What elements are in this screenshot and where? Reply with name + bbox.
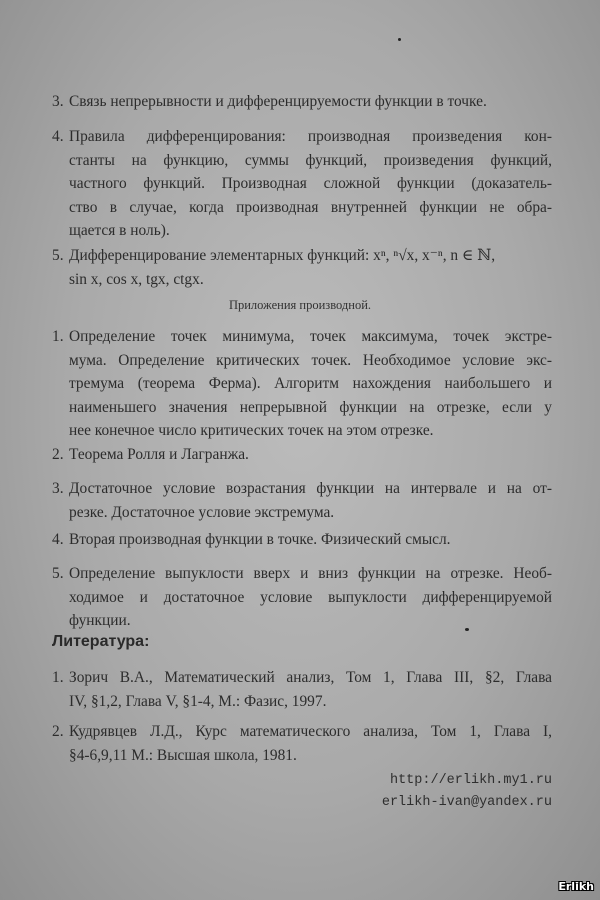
item-text-line: Дифференцирование элементарных функций: xⁿ, ⁿ√x, x⁻ⁿ, n ∈ ℕ, <box>69 247 496 264</box>
list-item <box>52 443 552 467</box>
item-number: 5. <box>52 247 64 264</box>
list-item <box>52 325 552 443</box>
item-text-line: Вторая производная функции в точке. Физический смысл. <box>69 531 451 548</box>
contact-url: http://erlikh.my1.ru <box>389 773 552 788</box>
dust-speck <box>398 38 401 41</box>
list-item <box>52 477 552 524</box>
item-text-line: Достаточное условие возрастания функции на интервале и на от- <box>69 480 552 497</box>
reference-text-line: Зорич В.А., Математический анализ, Том 1, Глава III, §2, Глава <box>69 669 552 686</box>
reference-text-line: IV, §1,2, Глава V, §1-4, М.: Фазис, 1997. <box>69 692 327 710</box>
item-text-line: нее конечное число критических точек на этом отрезке. <box>69 422 434 439</box>
reference-text-line: §4-6,9,11 М.: Высшая школа, 1981. <box>69 746 297 764</box>
item-text-line: Определение выпуклости вверх и вниз функции на отрезке. Необ- <box>69 565 552 582</box>
item-number: 1. <box>52 328 64 345</box>
item-text-line: щается в ноль). <box>69 222 170 239</box>
item-text-line: sin x, cos x, tgx, ctgx. <box>69 270 204 288</box>
list-item <box>52 125 552 243</box>
item-text-line: ство в случае, когда производная внутренней функции не обра- <box>69 198 552 216</box>
item-number: 2. <box>52 446 64 463</box>
item-text-line: частного функций. Производная сложной функции (доказатель- <box>69 175 552 192</box>
item-text-line: Теорема Ролля и Лагранжа. <box>69 446 249 463</box>
item-text-line: наименьшего значения непрерывной функции на отрезке, если у <box>69 398 552 416</box>
item-text-line: Правила дифференцирования: производная произведения кон- <box>69 128 552 145</box>
item-number: 3. <box>52 93 64 110</box>
item-number: 4. <box>52 531 64 548</box>
item-number: 3. <box>52 480 64 497</box>
list-item <box>52 562 552 633</box>
section-heading: Приложения производной. <box>228 298 372 312</box>
item-number: 4. <box>52 128 64 145</box>
item-text-line: тремума (теорема Ферма). Алгоритм нахождения наибольшего и <box>69 375 552 392</box>
reference-item <box>52 720 552 767</box>
reference-number: 1. <box>52 669 64 686</box>
list-item <box>52 244 552 291</box>
list-item <box>52 90 552 114</box>
item-text-line: Связь непрерывности и дифференцируемости функции в точке. <box>69 93 487 110</box>
item-text-line: резке. Достаточное условие экстремума. <box>69 503 335 521</box>
watermark: Erlikh <box>558 880 594 893</box>
contact-email: erlikh-ivan@yandex.ru <box>381 795 552 810</box>
item-number: 5. <box>52 565 64 582</box>
item-text-line: мума. Определение критических точек. Необходимое условие экс- <box>69 351 552 369</box>
list-item <box>52 528 552 552</box>
item-text-line: функции. <box>69 612 131 629</box>
reference-number: 2. <box>52 723 64 740</box>
item-text-line: Определение точек минимума, точек максимума, точек экстре- <box>69 328 552 345</box>
item-text-line: ходимое и достаточное условие выпуклости дифференцируемой <box>69 588 552 606</box>
reference-item <box>52 666 552 713</box>
literature-title: Литература: <box>52 633 150 650</box>
item-text-line: станты на функцию, суммы функций, произведения функций, <box>69 151 552 169</box>
reference-text-line: Кудрявцев Л.Д., Курс математического анализа, Том 1, Глава I, <box>69 723 552 740</box>
